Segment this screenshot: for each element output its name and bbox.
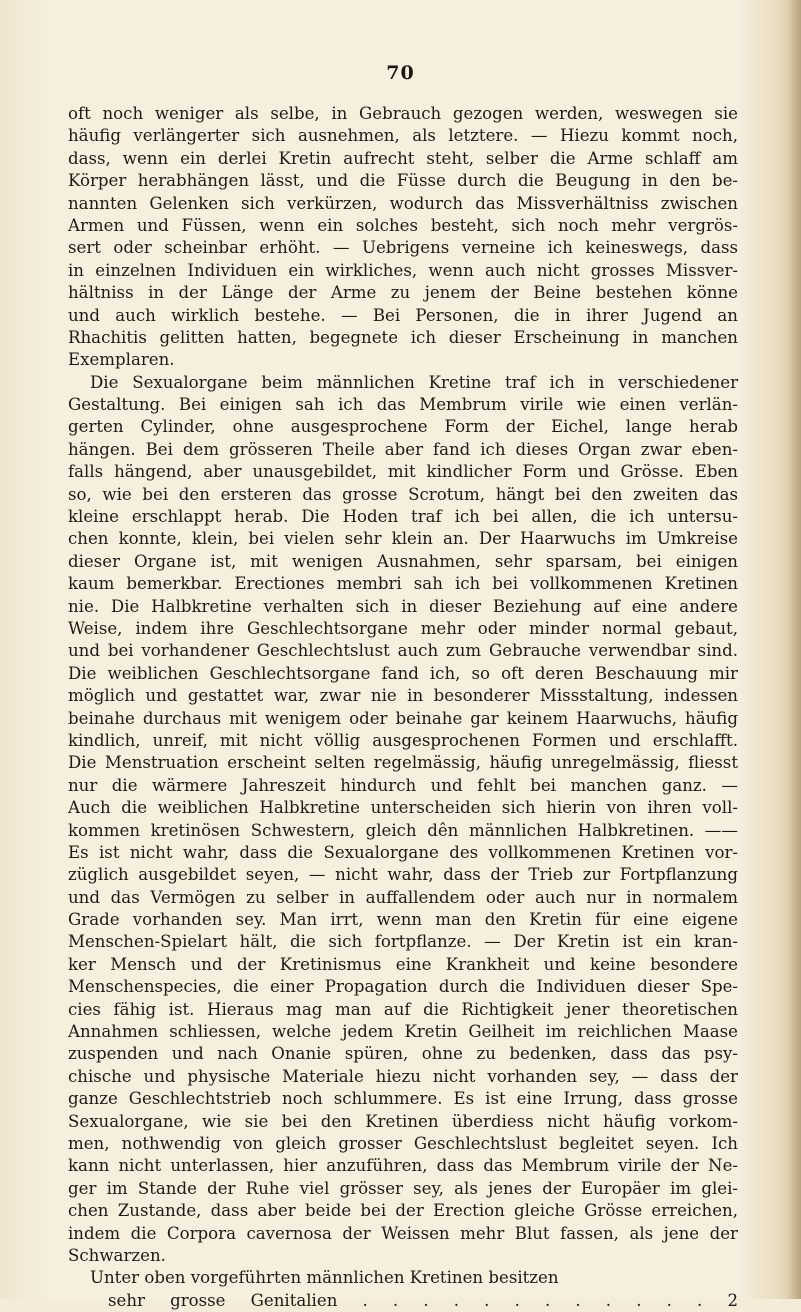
text-line: und auch wirklich bestehe. — Bei Personen, die in ihrer Jugend an [68, 305, 738, 325]
text-line: Annahmen schliessen, welche jedem Kretin Geilheit im reichlichen Maase [68, 1022, 738, 1042]
text-line: Menschen-Spielart hält, die sich fortpflanze. — Der Kretin ist ein kran- [68, 932, 738, 952]
text-line: Grade vorhanden sey. Man irrt, wenn man den Kretin für eine eigene [68, 910, 738, 930]
text-line: dass, wenn ein derlei Kretin aufrecht steht, selber die Arme schlaff am [68, 148, 738, 168]
text-line: indem die Corpora cavernosa der Weissen mehr Blut fassen, als jene der [68, 1223, 738, 1243]
text-line: ker Mensch und der Kretinismus eine Krankheit und keine besondere [68, 954, 738, 974]
text-line: oft noch weniger als selbe, in Gebrauch gezogen werden, weswegen sie [68, 104, 738, 123]
text-line: Körper herabhängen lässt, und die Füsse durch die Beugung in den be- [68, 171, 738, 191]
text-line: kleine erschlappt herab. Die Hoden traf ich bei allen, die ich untersu- [68, 507, 738, 527]
text-line: nannten Gelenken sich verkürzen, wodurch das Missverhältniss zwischen [68, 193, 738, 213]
text-line: Unter oben vorgeführten männlichen Kretinen besitzen [90, 1268, 559, 1288]
text-line: häufig verlängerter sich ausnehmen, als letztere. — Hiezu kommt noch, [68, 126, 738, 146]
text-line: Exemplaren. [68, 350, 175, 370]
text-line: sert oder scheinbar erhöht. — Uebrigens verneine ich keineswegs, dass [68, 238, 738, 258]
text-line: Es ist nicht wahr, dass die Sexualorgane des vollkommenen Kretinen vor- [68, 842, 738, 862]
text-line: nur die wärmere Jahreszeit hindurch und fehlt bei manchen ganz. — [68, 775, 738, 795]
text-line: Armen und Füssen, wenn ein solches besteht, sich noch mehr vergrös- [68, 215, 738, 235]
text-line: cies fähig ist. Hieraus mag man auf die Richtigkeit jener theoretischen [68, 999, 738, 1019]
text-line: ganze Geschlechtstrieb noch schlummere. Es ist eine Irrung, dass grosse [68, 1089, 738, 1109]
text-line: und bei vorhandener Geschlechtslust auch zum Gebrauche verwendbar sind. [68, 641, 738, 661]
text-line: nie. Die Halbkretine verhalten sich in dieser Beziehung auf eine andere [68, 596, 738, 616]
text-line: gerten Cylinder, ohne ausgesprochene Form der Eichel, lange herab [68, 417, 738, 437]
text-line: Auch die weiblichen Halbkretine unterscheiden sich hierin von ihren voll- [68, 798, 738, 818]
text-line: kindlich, unreif, mit nicht völlig ausgesprochenen Formen und erschlafft. [68, 730, 738, 750]
text-line: Gestaltung. Bei einigen sah ich das Membrum virile wie einen verlän- [68, 395, 738, 415]
text-line: züglich ausgebildet seyen, — nicht wahr, dass der Trieb zur Fortpflanzung [68, 865, 738, 885]
text-line: kaum bemerkbar. Erectiones membri sah ich bei vollkommenen Kretinen [68, 574, 738, 594]
text-line: Menschenspecies, die einer Propagation durch die Individuen dieser Spe- [68, 977, 738, 997]
text-line: Sexualorgane, wie sie bei den Kretinen überdiess nicht häufig vorkom- [68, 1111, 738, 1131]
text-line: ger im Stande der Ruhe viel grösser sey, als jenes der Europäer im glei- [68, 1178, 738, 1198]
text-line: hältniss in der Länge der Arme zu jenem der Beine bestehen könne [68, 283, 738, 303]
text-line: men, nothwendig von gleich grosser Geschlechtslust begleitet seyen. Ich [68, 1133, 738, 1153]
page-number: 70 [386, 62, 415, 84]
text-line: in einzelnen Individuen ein wirkliches, wenn auch nicht grosses Missver- [68, 260, 738, 280]
text-line: hängen. Bei dem grösseren Theile aber fand ich dieses Organ zwar eben- [68, 439, 738, 459]
text-line: chische und physische Materiale hiezu nicht vorhanden sey, — dass der [68, 1066, 738, 1086]
body-text [68, 103, 738, 1312]
text-line: Die Menstruation erscheint selten regelmässig, häufig unregelmässig, fliesst [68, 753, 738, 773]
text-line: Rhachitis gelitten hatten, begegnete ich dieser Erscheinung in manchen [68, 327, 738, 347]
text-line: so, wie bei den ersteren das grosse Scrotum, hängt bei den zweiten das [68, 484, 738, 504]
text-line: möglich und gestattet war, zwar nie in besonderer Missstaltung, indessen [68, 686, 738, 706]
text-line: chen Zustande, dass aber beide bei der Erection gleiche Grösse erreichen, [68, 1201, 738, 1221]
text-line: zuspenden und nach Onanie spüren, ohne zu bedenken, dass das psy- [68, 1044, 738, 1064]
page-edge-shadow [787, 0, 801, 1299]
text-line: kommen kretinösen Schwestern, gleich dên männlichen Halbkretinen. —— [68, 820, 738, 840]
text-line: dieser Organe ist, mit wenigen Ausnahmen, sehr sparsam, bei einigen [68, 551, 738, 571]
text-line: Die weiblichen Geschlechtsorgane fand ich, so oft deren Beschauung mir [68, 663, 738, 683]
text-line: chen konnte, klein, bei vielen sehr klein an. Der Haarwuchs im Umkreise [68, 529, 738, 549]
text-line: falls hängend, aber unausgebildet, mit kindlicher Form und Grösse. Eben [68, 462, 738, 482]
text-line: Schwarzen. [68, 1245, 166, 1265]
text-line: kann nicht unterlassen, hier anzuführen, dass das Membrum virile der Ne- [68, 1156, 738, 1176]
text-line: Weise, indem ihre Geschlechtsorgane mehr oder minder normal gebaut, [68, 618, 738, 638]
text-line: beinahe durchaus mit wenigem oder beinahe gar keinem Haarwuchs, häufig [68, 708, 738, 728]
text-line: sehr grosse Genitalien . . . . . . . . . . . . 2 [108, 1290, 738, 1310]
text-line: und das Vermögen zu selber in auffallendem oder auch nur in normalem [68, 887, 738, 907]
text-line: Die Sexualorgane beim männlichen Kretine traf ich in verschiedener [90, 372, 738, 392]
